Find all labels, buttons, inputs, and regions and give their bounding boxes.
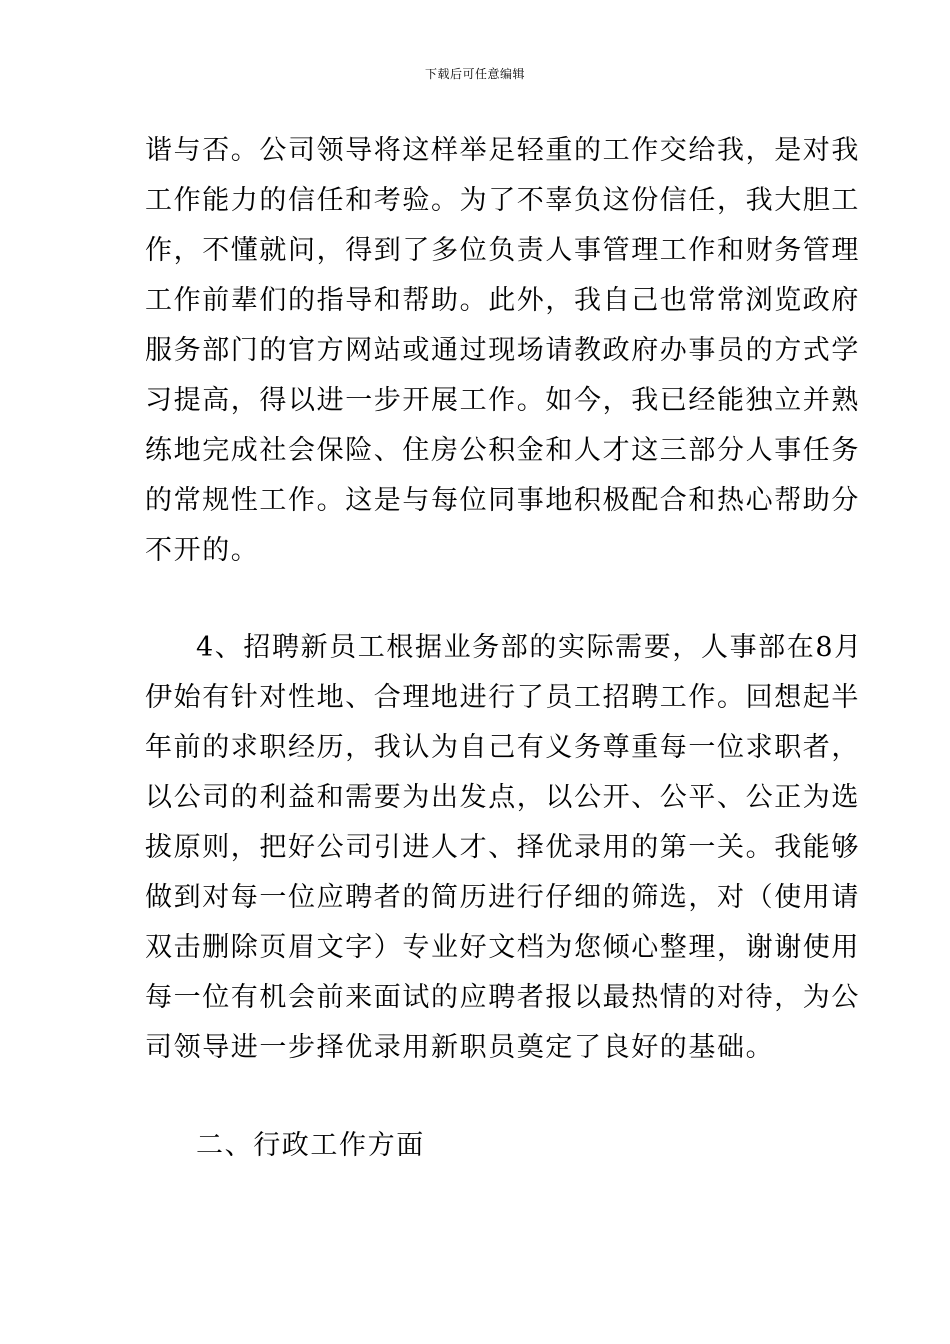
paragraph-4-first-line: 4、招聘新员工根据业务部的实际需要，人事部在8月 [196, 632, 863, 663]
body-line: 以公司的利益和需要为出发点，以公开、公平、公正为选 [145, 782, 860, 813]
body-line: 年前的求职经历，我认为自己有义务尊重每一位求职者， [145, 732, 860, 763]
body-line: 不开的。 [145, 535, 260, 566]
body-line: 作，不懂就问，得到了多位负责人事管理工作和财务管理 [145, 235, 860, 266]
body-line: 服务部门的官方网站或通过现场请教政府办事员的方式学 [145, 335, 860, 366]
body-line: 双击删除页眉文字）专业好文档为您倾心整理，谢谢使用 [145, 932, 860, 963]
body-line: 拔原则，把好公司引进人才、择优录用的第一关。我能够 [145, 832, 860, 863]
body-line: 做到对每一位应聘者的简历进行仔细的筛选，对（使用请 [145, 882, 860, 913]
body-line: 每一位有机会前来面试的应聘者报以最热情的对待，为公 [145, 982, 860, 1013]
body-line: 习提高，得以进一步开展工作。如今，我已经能独立并熟 [145, 385, 860, 416]
page-header: 下载后可任意编辑 [424, 67, 525, 81]
section-heading: 二、行政工作方面 [196, 1130, 425, 1161]
body-line: 伊始有针对性地、合理地进行了员工招聘工作。回想起半 [145, 682, 860, 713]
body-line: 的常规性工作。这是与每位同事地积极配合和热心帮助分 [145, 485, 860, 516]
body-line: 司领导进一步择优录用新职员奠定了良好的基础。 [145, 1032, 775, 1063]
body-line: 工作能力的信任和考验。为了不辜负这份信任，我大胆工 [145, 185, 860, 216]
body-line: 谐与否。公司领导将这样举足轻重的工作交给我，是对我 [145, 135, 860, 166]
body-line: 练地完成社会保险、住房公积金和人才这三部分人事任务 [145, 435, 860, 466]
body-line: 工作前辈们的指导和帮助。此外，我自己也常常浏览政府 [145, 285, 860, 316]
